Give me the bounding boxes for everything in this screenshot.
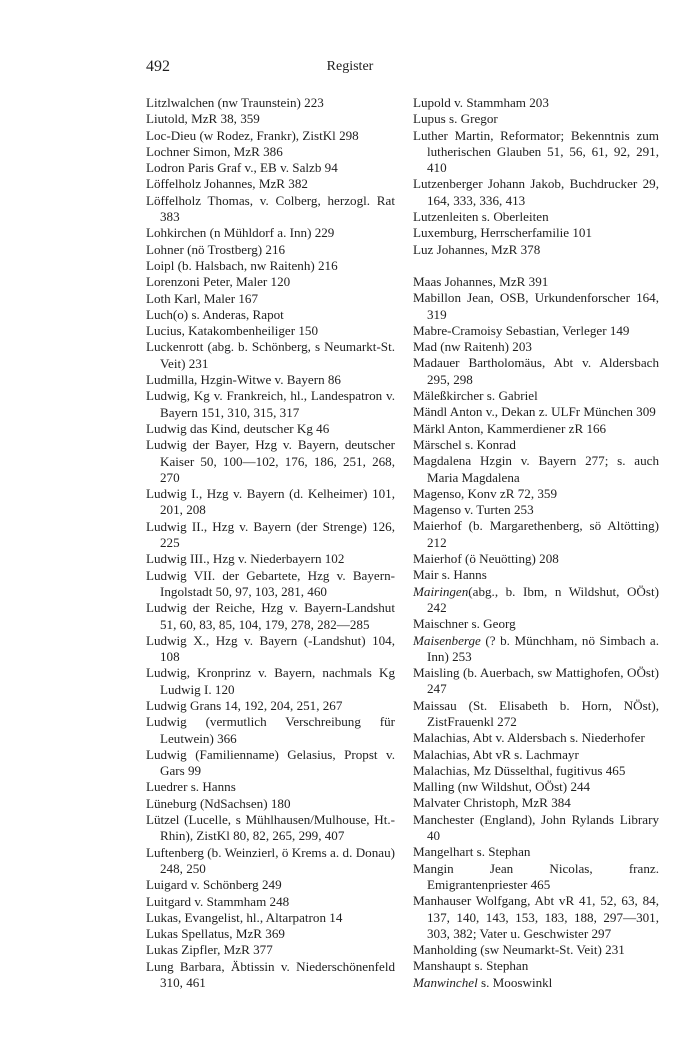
index-entry bbox=[146, 926, 395, 942]
index-entry-text: Mabillon Jean, OSB, Urkundenforscher 164, 319 bbox=[413, 290, 659, 322]
index-entry-italic-lemma: Mairingen bbox=[413, 583, 469, 599]
index-entry-text: Maas Johannes, MzR 391 bbox=[413, 273, 549, 289]
index-entry bbox=[413, 633, 659, 666]
index-entry bbox=[146, 942, 395, 958]
index-entry bbox=[146, 665, 395, 698]
index-entry-text: Maisling (b. Auerbach, sw Mattighofen, OÖst) 247 bbox=[413, 665, 659, 697]
index-entry bbox=[413, 128, 659, 177]
index-entry bbox=[413, 942, 659, 958]
index-entry-text: Maischner s. Georg bbox=[413, 616, 516, 632]
page-number: 492 bbox=[146, 58, 170, 75]
index-entry bbox=[146, 779, 395, 795]
index-entry-text: Loipl (b. Halsbach, nw Raitenh) 216 bbox=[146, 257, 338, 273]
index-entry-text: Ludwig das Kind, deutscher Kg 46 bbox=[146, 420, 330, 436]
index-entry-text: Lorenzoni Peter, Maler 120 bbox=[146, 274, 291, 290]
index-entry bbox=[413, 225, 659, 241]
index-entry bbox=[146, 600, 395, 633]
index-entry-text: Lung Barbara, Äbtissin v. Niederschönenfeld 310, 461 bbox=[146, 958, 395, 991]
index-entry bbox=[413, 323, 659, 339]
index-entry bbox=[413, 355, 659, 388]
index-entry bbox=[146, 274, 395, 290]
letter-section-gap bbox=[413, 258, 659, 274]
index-entry-text: Ludwig X., Hzg v. Bayern (-Landshut) 104, 108 bbox=[146, 632, 395, 665]
index-column-right bbox=[413, 95, 659, 991]
index-entry-text: Magenso v. Turten 253 bbox=[413, 502, 534, 518]
index-entry bbox=[146, 845, 395, 878]
index-entry-text: Mad (nw Raitenh) 203 bbox=[413, 339, 532, 355]
index-entry bbox=[146, 323, 395, 339]
index-entry-text: Maissau (St. Elisabeth b. Horn, NÖst), ZistFrauenkl 272 bbox=[413, 697, 659, 729]
index-entry-text: Ludwig, Kg v. Frankreich, hl., Landespatron v. Bayern 151, 310, 315, 317 bbox=[146, 388, 395, 420]
index-entry-text: Löffelholz Johannes, MzR 382 bbox=[146, 176, 308, 192]
index-entry bbox=[146, 225, 395, 241]
index-entry bbox=[413, 502, 659, 518]
index-entry bbox=[146, 796, 395, 812]
index-entry-text: s. Mooswinkl bbox=[477, 974, 553, 990]
index-entry bbox=[413, 518, 659, 551]
index-entry bbox=[146, 307, 395, 323]
index-entry bbox=[146, 519, 395, 552]
index-entry-text: Malling (nw Wildshut, OÖst) 244 bbox=[413, 779, 591, 795]
index-entry bbox=[413, 730, 659, 746]
index-entry bbox=[413, 795, 659, 811]
index-entry-text: Lupus s. Gregor bbox=[413, 111, 498, 127]
index-entry-text: Luch(o) s. Anderas, Rapot bbox=[146, 306, 284, 322]
index-entry-text: Liutold, MzR 38, 359 bbox=[146, 111, 260, 127]
index-entry bbox=[413, 698, 659, 731]
index-entry-text: (? b. Münchham, nö Simbach a. Inn) 253 bbox=[427, 632, 659, 664]
index-entry-text: Ludwig (Familienname) Gelasius, Propst v. Gars 99 bbox=[146, 746, 395, 779]
index-entry-text: Lohner (nö Trostberg) 216 bbox=[146, 241, 286, 257]
index-entry bbox=[413, 242, 659, 258]
index-entry-italic-lemma: Maisenberge bbox=[413, 632, 481, 648]
index-entry-text: Mangin Jean Nicolas, franz. Emigrantenpriester 465 bbox=[413, 860, 659, 892]
index-entry-italic-lemma: Manwinchel bbox=[413, 974, 478, 990]
index-entry-text: Magdalena Hzgin v. Bayern 277; s. auch Maria Magdalena bbox=[413, 453, 659, 485]
index-entry bbox=[413, 339, 659, 355]
index-entry bbox=[413, 274, 659, 290]
index-entry-text: Loc-Dieu (w Rodez, Frankr), ZistKl 298 bbox=[146, 127, 359, 143]
running-title: Register bbox=[326, 59, 374, 74]
index-entry-text: Mabre-Cramoisy Sebastian, Verleger 149 bbox=[413, 322, 630, 338]
index-entry bbox=[146, 486, 395, 519]
index-entry bbox=[146, 258, 395, 274]
index-entry bbox=[146, 437, 395, 486]
index-entry-text: Luitgard v. Stammham 248 bbox=[146, 893, 290, 909]
index-entry bbox=[413, 584, 659, 617]
index-entry bbox=[413, 861, 659, 894]
index-entry-text: Ludwig der Reiche, Hzg v. Bayern-Landshut 51, 60, 83, 85, 104, 179, 278, 282—285 bbox=[146, 600, 395, 632]
index-entry-text: Luigard v. Schönberg 249 bbox=[146, 877, 282, 893]
index-entry-text: Ludwig III., Hzg v. Niederbayern 102 bbox=[146, 551, 345, 567]
index-entry-text: Märschel s. Konrad bbox=[413, 436, 516, 452]
index-entry-text: Ludwig VII. der Gebartete, Hzg v. Bayern-Ingolstadt 50, 97, 103, 281, 460 bbox=[146, 567, 395, 599]
index-entry-text: Maierhof (ö Neuötting) 208 bbox=[413, 551, 559, 567]
index-entry bbox=[413, 111, 659, 127]
index-entry-text: Mangelhart s. Stephan bbox=[413, 844, 531, 860]
index-entry-text: (abg., b. Ibm, n Wildshut, OÖst) 242 bbox=[427, 583, 659, 615]
index-entry-text: Lukas Spellatus, MzR 369 bbox=[146, 926, 285, 942]
index-entry bbox=[413, 551, 659, 567]
index-entry-text: Loth Karl, Maler 167 bbox=[146, 290, 258, 306]
index-entry-text: Lochner Simon, MzR 386 bbox=[146, 143, 283, 159]
index-entry bbox=[413, 779, 659, 795]
index-entry-text: Malachias, Abt v. Aldersbach s. Niederhofer bbox=[413, 730, 645, 746]
index-entry bbox=[146, 144, 395, 160]
index-entry-text: Märkl Anton, Kammerdiener zR 166 bbox=[413, 420, 607, 436]
index-entry bbox=[413, 567, 659, 583]
index-entry bbox=[146, 747, 395, 780]
index-entry bbox=[413, 404, 659, 420]
index-entry bbox=[146, 421, 395, 437]
index-entry-text: Magenso, Konv zR 72, 359 bbox=[413, 485, 558, 501]
index-entry bbox=[413, 975, 659, 991]
index-entry-text: Malachias, Abt vR s. Lachmayr bbox=[413, 746, 579, 762]
index-entry bbox=[413, 421, 659, 437]
index-entry-text: Ludwig Grans 14, 192, 204, 251, 267 bbox=[146, 697, 343, 713]
index-entry-text: Litzlwalchen (nw Traunstein) 223 bbox=[146, 95, 324, 110]
index-entry bbox=[146, 176, 395, 192]
index-entry-text: Lodron Paris Graf v., EB v. Salzb 94 bbox=[146, 160, 338, 176]
index-entry-text: Lüneburg (NdSachsen) 180 bbox=[146, 795, 291, 811]
index-entry-text: Mändl Anton v., Dekan z. ULFr München 309 bbox=[413, 404, 656, 420]
index-entry-text: Lupold v. Stammham 203 bbox=[413, 95, 549, 110]
index-entry-text: Lukas, Evangelist, hl., Altarpatron 14 bbox=[146, 909, 343, 925]
index-entry-text: Luxemburg, Herrscherfamilie 101 bbox=[413, 225, 593, 241]
index-entry bbox=[146, 894, 395, 910]
index-entry bbox=[146, 372, 395, 388]
index-entry-text: Manchester (England), John Rylands Library 40 bbox=[413, 811, 659, 844]
index-entry-text: Lucius, Katakombenheiliger 150 bbox=[146, 323, 318, 339]
index-entry-text: Manhauser Wolfgang, Abt vR 41, 52, 63, 84, 137, 140, 143, 153, 183, 188, 297—301, 303, 382; Vater u. Geschwister 297 bbox=[413, 893, 659, 941]
index-entry bbox=[146, 95, 395, 111]
index-entry bbox=[146, 910, 395, 926]
index-entry bbox=[146, 160, 395, 176]
index-entry bbox=[146, 291, 395, 307]
index-entry-text: Mäleßkircher s. Gabriel bbox=[413, 388, 538, 404]
index-entry bbox=[146, 633, 395, 666]
index-entry bbox=[146, 714, 395, 747]
index-entry bbox=[146, 128, 395, 144]
index-entry bbox=[413, 453, 659, 486]
index-entry-text: Lutzenberger Johann Jakob, Buchdrucker 29, 164, 333, 336, 413 bbox=[413, 176, 659, 208]
index-entry bbox=[413, 209, 659, 225]
index-entry-text: Luz Johannes, MzR 378 bbox=[413, 241, 541, 257]
index-entry-text: Lohkirchen (n Mühldorf a. Inn) 229 bbox=[146, 225, 335, 241]
index-entry-text: Lützel (Lucelle, s Mühlhausen/Mulhouse, Ht.-Rhin), ZistKl 80, 82, 265, 299, 407 bbox=[146, 812, 395, 844]
index-entry-text: Ludwig der Bayer, Hzg v. Bayern, deutscher Kaiser 50, 100—102, 176, 186, 251, 268, 270 bbox=[146, 437, 395, 485]
index-entry-text: Malvater Christoph, MzR 384 bbox=[413, 795, 571, 811]
index-entry-text: Madauer Bartholomäus, Abt v. Aldersbach 295, 298 bbox=[413, 355, 659, 387]
index-entry-text: Luftenberg (b. Weinzierl, ö Krems a. d. Donau) 248, 250 bbox=[146, 844, 395, 876]
index-entry bbox=[146, 242, 395, 258]
index-entry-text: Luckenrott (abg. b. Schönberg, s Neumarkt-St. Veit) 231 bbox=[146, 339, 395, 371]
index-entry bbox=[146, 568, 395, 601]
index-entry bbox=[413, 437, 659, 453]
index-entry bbox=[413, 665, 659, 698]
index-entry bbox=[146, 339, 395, 372]
index-entry-text: Ludmilla, Hzgin-Witwe v. Bayern 86 bbox=[146, 372, 341, 388]
index-entry bbox=[146, 551, 395, 567]
index-entry bbox=[413, 812, 659, 845]
index-entry bbox=[146, 698, 395, 714]
index-entry bbox=[413, 844, 659, 860]
index-entry-text: Ludwig, Kronprinz v. Bayern, nachmals Kg Ludwig I. 120 bbox=[146, 665, 395, 697]
index-entry-text: Luedrer s. Hanns bbox=[146, 779, 236, 795]
index-entry-text: Luther Martin, Reformator; Bekenntnis zum lutherischen Glauben 51, 56, 61, 92, 291, 410 bbox=[413, 127, 659, 176]
index-entry bbox=[413, 176, 659, 209]
index-entry bbox=[146, 193, 395, 226]
index-entry bbox=[413, 747, 659, 763]
index-entry-text: Maierhof (b. Margarethenberg, sö Altötting) 212 bbox=[413, 518, 659, 550]
index-entry bbox=[413, 95, 659, 111]
index-entry bbox=[413, 486, 659, 502]
index-entry-text: Lukas Zipfler, MzR 377 bbox=[146, 942, 273, 958]
index-entry-text: Manshaupt s. Stephan bbox=[413, 958, 529, 974]
index-column-left bbox=[146, 95, 395, 991]
index-entry bbox=[146, 812, 395, 845]
index-entry bbox=[413, 763, 659, 779]
index-entry bbox=[413, 893, 659, 942]
index-entry-text: Ludwig I., Hzg v. Bayern (d. Kelheimer) 101, 201, 208 bbox=[146, 486, 395, 518]
index-entry bbox=[146, 388, 395, 421]
index-entry bbox=[413, 388, 659, 404]
index-entry-text: Manholding (sw Neumarkt-St. Veit) 231 bbox=[413, 942, 625, 958]
index-entry-text: Lutzenleiten s. Oberleiten bbox=[413, 209, 549, 225]
index-entry bbox=[413, 616, 659, 632]
index-entry bbox=[413, 958, 659, 974]
index-entry-text: Ludwig (vermutlich Verschreibung für Leutwein) 366 bbox=[146, 714, 395, 746]
index-entry bbox=[146, 959, 395, 992]
index-entry-text: Mair s. Hanns bbox=[413, 567, 487, 583]
index-entry-text: Ludwig II., Hzg v. Bayern (der Strenge) 126, 225 bbox=[146, 518, 395, 551]
page-header bbox=[0, 58, 700, 82]
index-entry bbox=[146, 877, 395, 893]
index-entry bbox=[146, 111, 395, 127]
index-entry-text: Malachias, Mz Düsselthal, fugitivus 465 bbox=[413, 762, 626, 778]
index-entry-text: Löffelholz Thomas, v. Colberg, herzogl. Rat 383 bbox=[146, 192, 395, 225]
index-entry bbox=[413, 290, 659, 323]
